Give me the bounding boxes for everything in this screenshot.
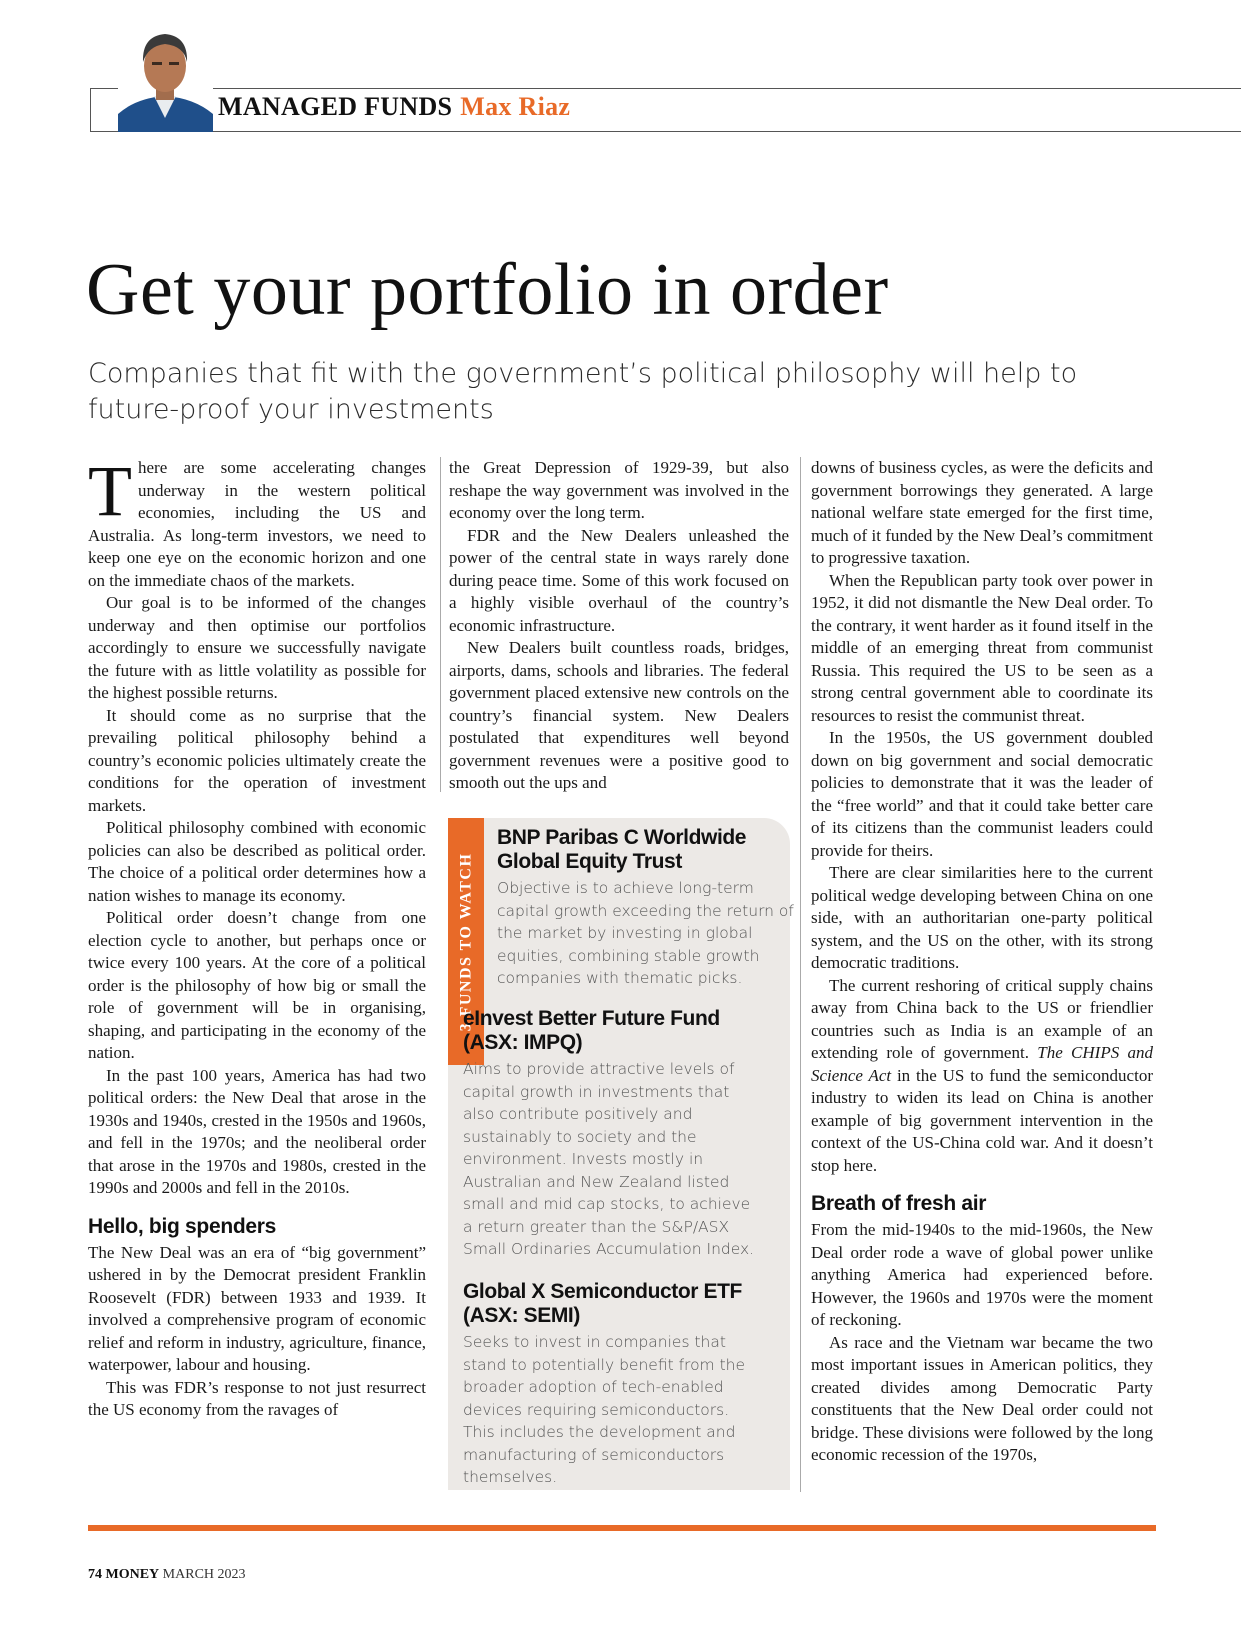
paragraph: downs of business cycles, as were the deficits and government borrowings they generated. A large national welfare state emerged for the first time, much of it funded by the New Deal’s commitment to progressive taxation. [811, 458, 1153, 567]
paragraph: It should come as no surprise that the prevailing political philosophy behind a country’s economic policies ultimately create the conditions for the operation of investment markets. [88, 705, 426, 815]
page-number: 74 [88, 1567, 102, 1582]
funds-tab-label: 3 FUNDS TO WATCH [457, 852, 475, 1031]
page-footer [88, 1567, 246, 1583]
fund-item [463, 1007, 763, 1261]
paragraph: The current reshoring of critical supply chains away from China back to the US or friendlier countries such as India is an example of an extending role of government. The CHIPS and Science Act in the US to fund the semiconductor industry to widen its lead on China is another example of big government intervention in the context of the US-China cold war. And it doesn’t stop here. [811, 975, 1153, 1175]
column-divider [440, 457, 441, 792]
drop-cap: T [88, 451, 132, 531]
column-header [218, 92, 570, 122]
fund-item [463, 1280, 763, 1489]
section-label: MANAGED FUNDS [218, 92, 453, 121]
column-divider [800, 457, 801, 1492]
article-column-3 [811, 457, 1153, 1467]
footer-rule [88, 1525, 1156, 1531]
magazine-name: MONEY [105, 1567, 160, 1582]
paragraph: As race and the Vietnam war became the two most important issues in American politics, they created divides among Democratic Party constituents that the New Deal order could not bridge. These divisions were followed by the long economic recession of the 1970s, [811, 1332, 1153, 1464]
paragraph: There are clear similarities here to the current political wedge developing between China on one side, with an authoritarian one-party political system, and the US on the other, with its strong democratic traditions. [811, 863, 1153, 972]
article-standfirst: Companies that fit with the government’s political philosophy will help to future-proof your investments [88, 358, 1078, 425]
author-name: Max Riaz [460, 92, 571, 121]
article-column-1 [88, 451, 426, 1422]
paragraph: New Dealers built countless roads, bridges, airports, dams, schools and libraries. The federal government placed extensive new controls on the country’s financial system. New Dealers postulated that expenditures well beyond government revenues were a positive good to smooth out the ups and [449, 638, 789, 792]
issue-date: MARCH 2023 [162, 1567, 246, 1582]
fund-name: BNP Paribas C Worldwide Global Equity Trust [497, 826, 747, 873]
paragraph: From the mid-1940s to the mid-1960s, the New Deal order rode a wave of global power unlike anything America had experienced before. However, the 1960s and 1970s were the moment of reckoning. [811, 1220, 1153, 1329]
paragraph: This was FDR’s response to not just resurrect the US economy from the ravages of [88, 1377, 426, 1419]
paragraph: Political philosophy combined with economic policies can also be described as political order. The choice of a political order determines how a nation wishes to manage its economy. [88, 818, 426, 905]
paragraph: In the past 100 years, America has had two political orders: the New Deal that arose in the 1930s and 1940s, crested in the 1950s and 1960s, and fell in the 1970s; and the neoliberal order that arose in the 1970s and 1980s, crested in the 1990s and 2000s and fell in the 2010s. [88, 1065, 426, 1197]
fund-name: Global X Semiconductor ETF (ASX: SEMI) [463, 1280, 742, 1327]
fund-name: eInvest Better Future Fund (ASX: IMPQ) [463, 1007, 720, 1054]
paragraph: the Great Depression of 1929-39, but also reshape the way government was involved in the economy over the long term. [449, 458, 789, 522]
subheading: Hello, big spenders [88, 1214, 277, 1238]
paragraph: In the 1950s, the US government doubled down on big government and social democratic policies to demonstrate that it was the leader of the “free world” and that it could take better care of its citizens than the communist leaders could provide for theirs. [811, 728, 1153, 860]
subheading: Breath of fresh air [811, 1192, 987, 1215]
fund-description: Aims to provide attractive levels of capital growth in investments that also contribute positively and sustainably to society and the environment. Invests mostly in Australian and New Zealand listed small and mid cap stocks, to achieve a return greater than the S&P/ASX Small Ordinaries Accumulation Index. [463, 1060, 755, 1258]
paragraph: When the Republican party took over power in 1952, it did not dismantle the New Deal order. To the contrary, it went harder as it found itself in the middle of an emerging threat from communist Russia. This required the US to be seen as a strong central government able to coordinate its resources to resist the communist threat. [811, 570, 1153, 725]
paragraph: There are some accelerating changes underway in the western political economies, including the US and Australia. As long-term investors, we need to keep one eye on the economic horizon and one on the immediate chaos of the markets. [88, 451, 426, 590]
paragraph: Political order doesn’t change from one election cycle to another, but perhaps once or twice every 100 years. At the core of a political order is the philosophy of how big or small the role of government will be in organising, shaping, and participating in the economy of the nation. [88, 908, 426, 1062]
fund-description: Seeks to invest in companies that stand to potentially benefit from the broader adoption of tech-enabled devices requiring semiconductors. This includes the development and manufacturing of semiconductors themselves. [463, 1333, 746, 1486]
paragraph: FDR and the New Dealers unleashed the power of the central state in ways rarely done during peace time. Some of this work focused on a highly visible overhaul of the country’s economic infrastructure. [449, 525, 789, 635]
article-column-2 [449, 457, 789, 795]
article-headline: Get your portfolio in order [86, 249, 889, 331]
author-photo [118, 22, 213, 132]
paragraph: The New Deal was an era of “big government” ushered in by the Democrat president Franklin Roosevelt (FDR) between 1933 and 1939. It involved a comprehensive program of economic relief and reform in industry, agriculture, finance, waterpower, labour and housing. [88, 1242, 426, 1374]
paragraph: Our goal is to be informed of the changes underway and then optimise our portfolios accordingly to ensure we successfully navigate the future with as little volatility as possible for the highest possible returns. [88, 593, 426, 702]
fund-description: Objective is to achieve long-term capital growth exceeding the return of the market by investing in global equities, combining stable growth companies with thematic picks. [497, 879, 794, 987]
fund-item [497, 826, 797, 990]
